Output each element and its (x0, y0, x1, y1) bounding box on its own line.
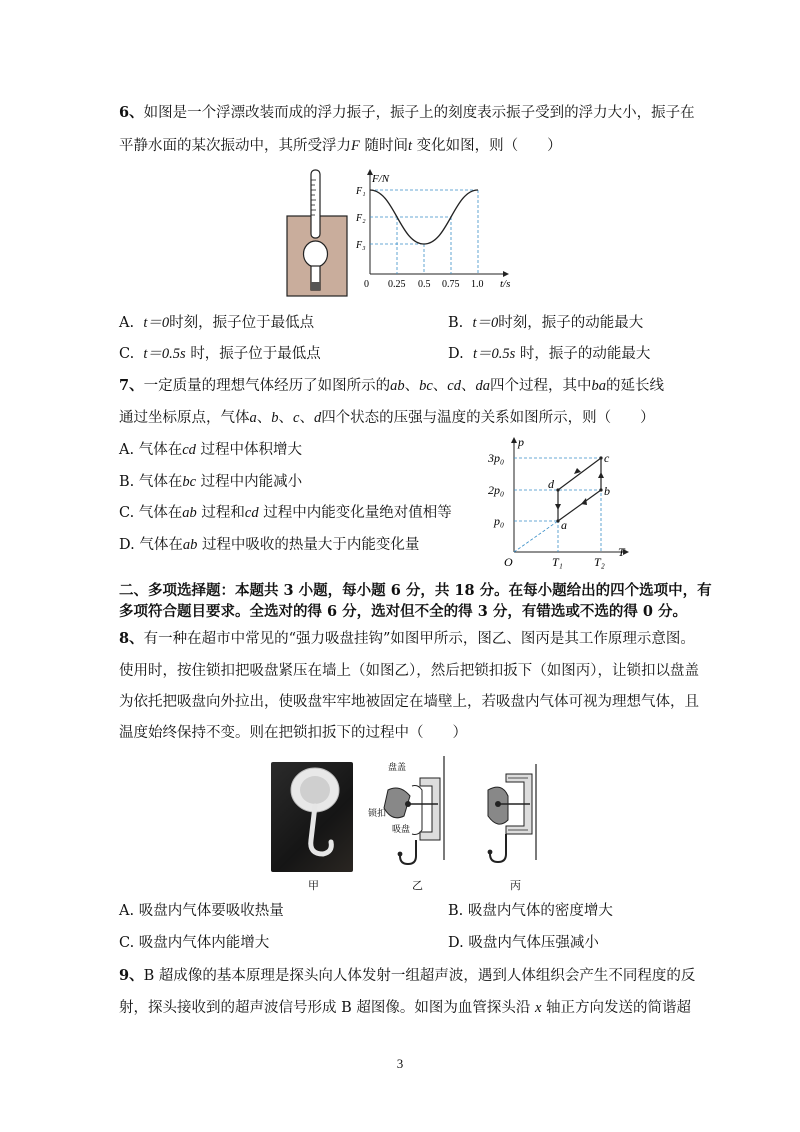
y-axis-label: F/N (372, 173, 390, 185)
tick-T1: T₁ (552, 555, 563, 569)
t-axis-label: T (618, 545, 625, 559)
q8-option-d: D. 吸盘内气体压强减小 (448, 935, 599, 951)
tick-origin: 0 (364, 279, 369, 290)
float-oscillator-figure (285, 168, 351, 300)
origin-label: O (504, 555, 513, 569)
q8-option-b: B. 吸盘内气体的密度增大 (448, 903, 613, 919)
q8-line1: 8、有一种在超市中常见的“强力吸盘挂钩”如图甲所示，图乙、图丙是其工作原理示意图。 (119, 630, 695, 647)
figure-bing-diagram (478, 764, 548, 872)
q7-option-d: D. 气体在ab 过程中吸收的热量大于内能变化量 (119, 537, 420, 553)
tick-1.0: 1.0 (471, 279, 484, 290)
q6-number: 6、 (119, 104, 144, 121)
q7-option-b: B. 气体在bc 过程中内能减小 (119, 474, 303, 490)
tick-3p0: 3p₀ (488, 451, 505, 465)
q7-option-a: A. 气体在cd 过程中体积增大 (119, 442, 302, 458)
q6-option-c: C. t＝0.5s 时，振子位于最低点 (119, 346, 321, 362)
q6-option-d: D. t＝0.5s 时，振子的动能最大 (448, 346, 651, 362)
point-c: c (604, 451, 610, 465)
tick-0.75: 0.75 (442, 279, 460, 290)
label-suokou: 锁扣 (368, 808, 387, 818)
tick-F3: F₃ (356, 240, 366, 251)
tick-F2: F₂ (356, 213, 366, 224)
q8-option-c: C. 吸盘内气体内能增大 (119, 935, 270, 951)
label-pangai: 盘盖 (388, 762, 407, 772)
q9-line2: 射，探头接收到的超声波信号形成 B 超图像。如图为血管探头沿 x 轴正方向发送的简谐超 (119, 1000, 692, 1016)
point-b: b (604, 484, 610, 498)
label-xipan: 吸盘 (392, 824, 411, 834)
q8-line4: 温度始终保持不变。则在把锁扣扳下的过程中（ ） (119, 725, 467, 741)
q6-line2: 平静水面的某次振动中，其所受浮力F 随时间t 变化如图，则（ ） (119, 138, 562, 154)
point-d: d (548, 477, 554, 491)
force-time-graph (348, 164, 518, 294)
p-axis-label: p (518, 435, 524, 449)
figure-yi-diagram (368, 756, 460, 872)
tick-p0: p₀ (494, 514, 505, 528)
tick-0.25: 0.25 (388, 279, 406, 290)
caption-jia: 甲 (308, 879, 319, 892)
q6-option-b: B. t＝0时刻，振子的动能最大 (448, 315, 644, 331)
x-axis-label: t/s (500, 278, 511, 290)
q7-line2: 通过坐标原点，气体a、b、c、d四个状态的压强与温度的关系如图所示，则（ ） (119, 410, 655, 426)
point-a: a (561, 518, 567, 532)
q9-line1: 9、B 超成像的基本原理是探头向人体发射一组超声波，遇到人体组织会产生不同程度的反 (119, 967, 696, 984)
caption-bing: 丙 (510, 879, 521, 892)
q8-line3: 为依托把吸盘向外拉出，使吸盘牢牢地被固定在墙壁上，若吸盘内气体可视为理想气体，且 (119, 694, 699, 710)
section2-line1: 二、多项选择题：本题共 3 小题，每小题 6 分，共 18 分。在每小题给出的四个选项中，有 (119, 582, 712, 599)
q6-line1: 6、如图是一个浮漂改装而成的浮力振子，振子上的刻度表示振子受到的浮力大小，振子在 (119, 104, 695, 121)
q6-option-a: A. t＝0时刻，振子位于最低点 (119, 315, 315, 331)
caption-yi: 乙 (412, 879, 423, 892)
q7-option-c: C. 气体在ab 过程和cd 过程中内能变化量绝对值相等 (119, 505, 452, 521)
section2-line2: 多项符合题目要求。全选对的得 6 分，选对但不全的得 3 分，有错选或不选的得 0 分。 (119, 603, 688, 620)
page-number: 3 (396, 1056, 404, 1071)
pressure-temperature-graph (488, 432, 638, 572)
tick-F1: F₁ (356, 186, 366, 197)
q7-line1: 7、一定质量的理想气体经历了如图所示的ab、bc、cd、da四个过程，其中ba的延长线 (119, 377, 664, 394)
tick-T2: T₂ (594, 555, 605, 569)
suction-hook-photo (271, 762, 353, 872)
q8-line2: 使用时，按住锁扣把吸盘紧压在墙上（如图乙），然后把锁扣扳下（如图丙），让锁扣以盘盖 (119, 663, 699, 679)
tick-0.5: 0.5 (418, 279, 431, 290)
tick-2p0: 2p₀ (488, 483, 505, 497)
q8-option-a: A. 吸盘内气体要吸收热量 (119, 903, 284, 919)
